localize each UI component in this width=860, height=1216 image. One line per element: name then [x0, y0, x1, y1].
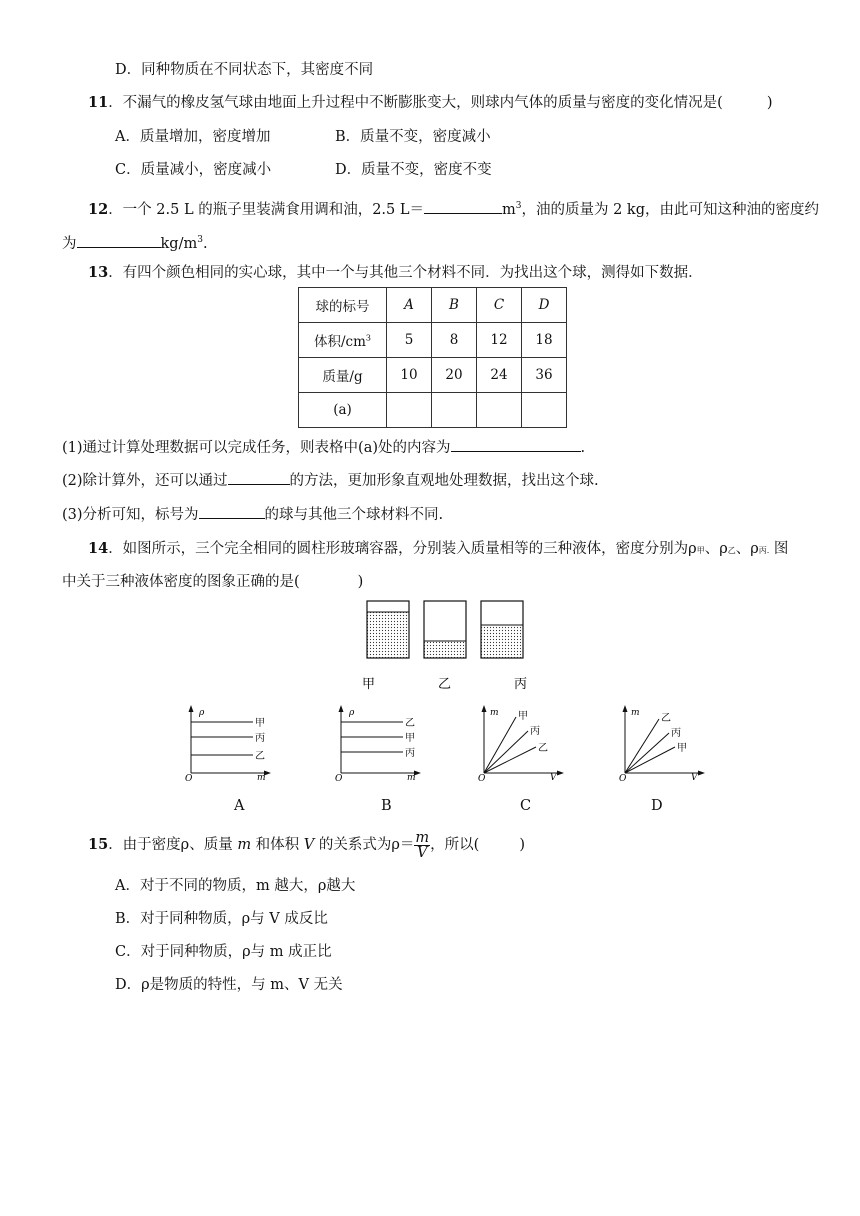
- q14-rho-sub-3: 丙.: [758, 546, 770, 555]
- graph-a-label-1: 甲: [255, 718, 265, 729]
- q13-blank-1[interactable]: [451, 436, 581, 452]
- graph-b-label-3: 丙: [405, 748, 415, 759]
- container-yi: [424, 601, 466, 658]
- q12-blank-1[interactable]: [424, 198, 502, 214]
- q12-unit-sup: 3: [515, 201, 522, 211]
- table-cell: 24: [477, 358, 522, 393]
- q12-text-1: ．一个 2.5 L 的瓶子里装满食用调和油，2.5 L＝: [108, 201, 424, 218]
- q15-var-v: V: [303, 837, 315, 853]
- container-bing: [481, 601, 523, 658]
- q13-data-table: [298, 287, 567, 428]
- container-label-bing: 丙: [514, 677, 528, 692]
- q14-graph-c: [476, 703, 576, 783]
- graph-b-y-label: ρ: [349, 708, 355, 718]
- volume-label-sup: 3: [365, 333, 371, 343]
- table-header-d: D: [522, 288, 567, 323]
- table-empty-cell[interactable]: [522, 393, 567, 428]
- table-volume-label: [299, 323, 387, 358]
- q11-option-b[interactable]: B．质量不变，密度减小: [335, 129, 491, 145]
- graph-c-line-bing: [484, 731, 528, 773]
- q12-text-2: ，油的质量为 2 kg，由此可知这种油的密度约: [521, 201, 819, 218]
- q15-var-m: m: [237, 837, 252, 853]
- q14-rho-sub-2: 乙: [727, 546, 736, 555]
- q15-close: ): [519, 837, 526, 853]
- q12-unit-sup-2: 3: [197, 235, 203, 245]
- q14-graph-b: [333, 703, 433, 783]
- q14-sep-2: 、ρ: [735, 541, 759, 557]
- q13-blank-3[interactable]: [199, 503, 265, 519]
- graph-option-c[interactable]: C: [520, 798, 532, 814]
- graph-option-d[interactable]: D: [651, 798, 663, 814]
- table-cell: 5: [387, 323, 432, 358]
- q13-sub3: [62, 503, 443, 525]
- q15-text-1: ．由于密度ρ、质量: [108, 837, 238, 853]
- q12-number: 12: [88, 200, 109, 218]
- q14-containers-figure: [360, 596, 540, 696]
- q13-sub1-text: (1)通过计算处理数据可以完成任务，则表格中(a)处的内容为: [62, 440, 451, 456]
- table-cell: 18: [522, 323, 567, 358]
- q11-stem: [88, 93, 773, 113]
- graph-d-label-3: 甲: [677, 743, 687, 754]
- table-empty-cell[interactable]: [432, 393, 477, 428]
- q12-blank-2[interactable]: [77, 232, 161, 248]
- q14-rho-sub-1: 甲: [696, 546, 705, 555]
- q15-text-3: 的关系式为ρ＝: [314, 837, 415, 853]
- table-mass-label: 质量/g: [299, 358, 387, 393]
- q15-number: 15: [88, 836, 109, 853]
- q11-option-a[interactable]: A．质量增加，密度增加: [115, 129, 271, 145]
- q14-graph-a: [183, 703, 283, 783]
- q15-option-d[interactable]: D．ρ是物质的特性，与 m、V 无关: [115, 977, 343, 993]
- table-row: [299, 358, 567, 393]
- q15-text-4: ，所以(: [430, 837, 480, 853]
- table-header-b: B: [432, 288, 477, 323]
- table-header-a: A: [387, 288, 432, 323]
- q13-blank-2[interactable]: [228, 469, 290, 485]
- q15-fraction: [414, 831, 430, 860]
- q11-close: ): [766, 95, 773, 111]
- graph-c-label-1: 甲: [518, 711, 528, 722]
- q15-stem: [88, 830, 525, 860]
- q14-text-2: 中关于三种液体密度的图象正确的是(: [62, 574, 300, 590]
- q13-text: ．有四个颜色相同的实心球，其中一个与其他三个材料不同．为找出这个球，测得如下数据．: [108, 265, 703, 281]
- q13-stem: [88, 263, 703, 283]
- graph-d-x-label: V: [691, 773, 698, 783]
- q15-fraction-den: V: [417, 844, 428, 861]
- graph-a-label-3: 乙: [255, 751, 265, 762]
- table-row: [299, 288, 567, 323]
- q13-sub1-end: .: [580, 440, 586, 456]
- graph-d-label-1: 乙: [661, 713, 671, 724]
- graph-b-label-2: 甲: [405, 733, 415, 744]
- q13-sub3-end: 的球与其他三个球材料不同.: [264, 507, 444, 523]
- q13-sub2: [62, 469, 599, 491]
- q11-option-d[interactable]: D．质量不变，密度不变: [335, 162, 492, 178]
- graph-a-origin: O: [185, 774, 193, 783]
- q15-text-2: 和体积: [251, 837, 304, 853]
- graph-a-x-label: m: [257, 773, 266, 783]
- graph-b-label-1: 乙: [405, 718, 415, 729]
- graph-a-label-2: 丙: [255, 733, 265, 744]
- q13-sub1: [62, 436, 585, 458]
- q12-unit-kgm3: kg/m: [160, 235, 198, 252]
- graph-c-label-3: 乙: [538, 743, 548, 754]
- q14-number: 14: [88, 540, 109, 557]
- q12-line2: [62, 230, 208, 254]
- q15-option-c[interactable]: C．对于同种物质，ρ与 m 成正比: [115, 944, 332, 960]
- q11-option-c[interactable]: C．质量减小，密度减小: [115, 162, 272, 178]
- table-empty-cell[interactable]: [477, 393, 522, 428]
- graph-b-x-label: m: [407, 773, 416, 783]
- container-jia: [367, 601, 409, 658]
- container-label-yi: 乙: [438, 677, 452, 692]
- table-empty-cell[interactable]: [387, 393, 432, 428]
- q13-sub3-text: (3)分析可知，标号为: [62, 507, 199, 523]
- q15-fraction-num: m: [415, 829, 430, 846]
- graph-c-origin: O: [478, 774, 486, 783]
- graph-c-label-2: 丙: [530, 726, 540, 737]
- table-cell: 10: [387, 358, 432, 393]
- graph-b-origin: O: [335, 774, 343, 783]
- volume-label-text: 体积/cm: [313, 334, 366, 350]
- q13-sub2-text: (2)除计算外，还可以通过: [62, 473, 228, 489]
- graph-d-y-label: m: [631, 708, 640, 718]
- graph-d-origin: O: [619, 774, 627, 783]
- q12-unit-m3: m: [502, 201, 516, 218]
- q14-close: ): [357, 574, 364, 590]
- q11-number: 11: [88, 94, 109, 111]
- table-cell: 36: [522, 358, 567, 393]
- graph-option-a[interactable]: A: [234, 798, 245, 814]
- container-label-jia: 甲: [362, 677, 376, 692]
- q13-sub2-end: 的方法，更加形象直观地处理数据，找出这个球.: [289, 473, 599, 489]
- q14-line2: [62, 572, 363, 592]
- q10-option-d: D．同种物质在不同状态下，其密度不同: [115, 62, 374, 78]
- q12-line1: [88, 196, 819, 220]
- q14-text-end: 图: [769, 541, 789, 557]
- q14-line1: [88, 539, 788, 561]
- q11-options-row1: [115, 127, 491, 147]
- q15-option-b[interactable]: B．对于同种物质，ρ与 V 成反比: [115, 911, 328, 927]
- table-cell: 20: [432, 358, 477, 393]
- graph-d-line-yi: [625, 719, 659, 773]
- graph-a-y-label: ρ: [199, 708, 205, 718]
- graph-c-x-label: V: [550, 773, 557, 783]
- table-header-c: C: [477, 288, 522, 323]
- table-row: [299, 393, 567, 428]
- table-header-label: 球的标号: [299, 288, 387, 323]
- q13-number: 13: [88, 264, 109, 281]
- table-cell: 12: [477, 323, 522, 358]
- table-a-label: (a): [299, 393, 387, 428]
- q14-graph-d: [617, 703, 717, 783]
- table-row: [299, 323, 567, 358]
- q15-option-a[interactable]: A．对于不同的物质，m 越大，ρ越大: [115, 878, 356, 894]
- q11-text: ．不漏气的橡皮氢气球由地面上升过程中不断膨胀变大，则球内气体的质量与密度的变化情况是(: [108, 95, 723, 111]
- graph-option-b[interactable]: B: [381, 798, 392, 814]
- table-cell: 8: [432, 323, 477, 358]
- q12-period: .: [202, 235, 208, 252]
- q11-options-row2: [115, 160, 492, 180]
- q14-text: ．如图所示，三个完全相同的圆柱形玻璃容器，分别装入质量相等的三种液体，密度分别为ρ: [108, 541, 697, 557]
- q12-text-3: 为: [62, 235, 77, 252]
- graph-d-label-2: 丙: [671, 728, 681, 739]
- q14-sep-1: 、ρ: [704, 541, 728, 557]
- graph-c-y-label: m: [490, 708, 499, 718]
